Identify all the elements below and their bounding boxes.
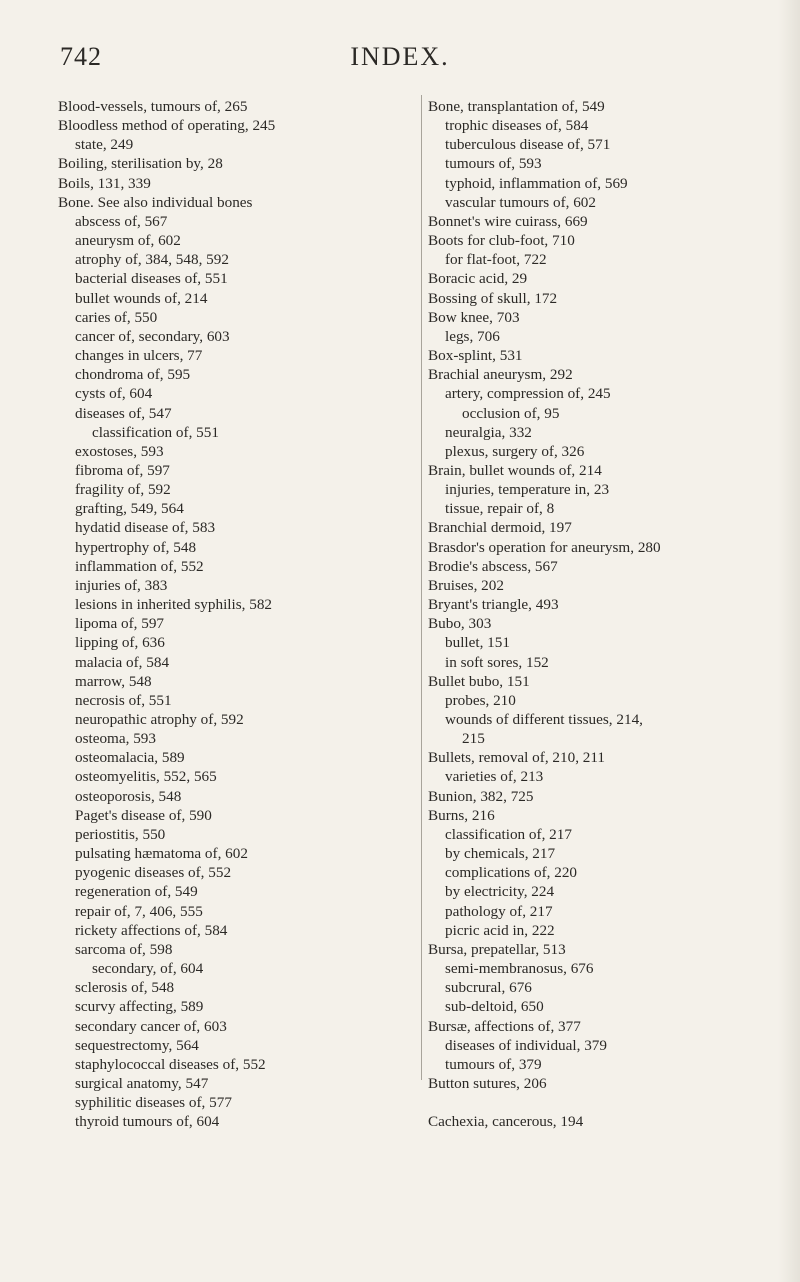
index-entry: by chemicals, 217	[445, 845, 556, 863]
index-entry: osteoporosis, 548	[75, 787, 182, 805]
index-entry: grafting, 549, 564	[75, 500, 184, 518]
index-entry: syphilitic diseases of, 577	[75, 1094, 232, 1112]
index-entry: lipping of, 636	[75, 634, 165, 652]
index-entry: caries of, 550	[75, 308, 158, 326]
index-entry: Bullet bubo, 151	[428, 672, 530, 690]
index-entry: injuries, temperature in, 23	[445, 481, 610, 499]
index-entry: cancer of, secondary, 603	[75, 327, 230, 345]
index-entry: injuries of, 383	[75, 576, 168, 594]
page-number: 742	[60, 42, 102, 71]
index-entry: malacia of, 584	[75, 653, 170, 671]
index-entry: typhoid, inflammation of, 569	[445, 174, 628, 192]
index-entry: occlusion of, 95	[462, 404, 560, 422]
index-entry: Bloodless method of operating, 245	[58, 117, 276, 135]
index-entry: atrophy of, 384, 548, 592	[75, 251, 229, 269]
index-entry: Bursæ, affections of, 377	[428, 1017, 581, 1035]
index-entry: probes, 210	[445, 691, 516, 709]
index-entry: semi-membranosus, 676	[445, 960, 594, 978]
page-header	[0, 42, 800, 82]
index-entry: Bubo, 303	[428, 615, 492, 633]
index-entry: by electricity, 224	[445, 883, 555, 901]
index-entry: sequestrectomy, 564	[75, 1036, 199, 1054]
index-entry: Paget's disease of, 590	[75, 806, 212, 824]
index-entry: Brasdor's operation for aneurysm, 280	[428, 538, 661, 556]
index-entry: Boots for club-foot, 710	[428, 232, 575, 250]
index-entry: Blood-vessels, tumours of, 265	[58, 98, 248, 115]
index-entry: staphylococcal diseases of, 552	[75, 1055, 266, 1073]
index-entry: picric acid in, 222	[445, 921, 555, 939]
index-entry: sarcoma of, 598	[75, 940, 173, 958]
index-entry: chondroma of, 595	[75, 366, 191, 384]
left-entries	[58, 97, 408, 1131]
index-entry: Bunion, 382, 725	[428, 787, 534, 805]
index-entry: tumours of, 593	[445, 155, 542, 173]
index-entry: Bryant's triangle, 493	[428, 596, 559, 614]
index-entry: secondary, of, 604	[92, 960, 204, 978]
index-entry: tuberculous disease of, 571	[445, 136, 611, 154]
column-divider	[421, 95, 422, 1080]
index-entry: marrow, 548	[75, 672, 152, 690]
index-entry: Brachial aneurysm, 292	[428, 366, 573, 384]
index-entry: periostitis, 550	[75, 825, 166, 843]
index-entry: pathology of, 217	[445, 902, 553, 920]
index-entry: sub-deltoid, 650	[445, 998, 544, 1016]
index-entry: Branchial dermoid, 197	[428, 519, 572, 537]
index-entry: in soft sores, 152	[445, 653, 549, 671]
index-entry: aneurysm of, 602	[75, 232, 181, 250]
index-entry: surgical anatomy, 547	[75, 1074, 209, 1092]
index-entry: inflammation of, 552	[75, 557, 204, 575]
index-entry: sclerosis of, 548	[75, 979, 175, 997]
index-entry: Brodie's abscess, 567	[428, 557, 558, 575]
index-entry: classification of, 217	[445, 825, 572, 843]
index-entry: Brain, bullet wounds of, 214	[428, 461, 602, 479]
index-entry: diseases of individual, 379	[445, 1036, 607, 1054]
index-column-left	[58, 97, 408, 1131]
index-entry: osteomalacia, 589	[75, 749, 185, 767]
index-entry: vascular tumours of, 602	[445, 193, 596, 211]
index-entry: abscess of, 567	[75, 212, 168, 230]
index-entry: Bullets, removal of, 210, 211	[428, 749, 606, 767]
index-entry: bullet wounds of, 214	[75, 289, 208, 307]
index-column-right	[426, 97, 776, 1131]
index-entry: Bone. See also individual bones	[58, 193, 253, 211]
index-entry: for flat-foot, 722	[445, 251, 547, 269]
index-entry: Button sutures, 206	[428, 1074, 547, 1092]
index-entry: wounds of different tissues, 214,	[445, 711, 643, 728]
index-entry: thyroid tumours of, 604	[75, 1113, 220, 1131]
index-entry: cysts of, 604	[75, 385, 153, 403]
right-entries	[426, 97, 776, 1131]
index-entry: scurvy affecting, 589	[75, 998, 204, 1016]
index-gap	[428, 1093, 776, 1112]
index-entry: artery, compression of, 245	[445, 385, 611, 403]
index-entry: Cachexia, cancerous, 194	[428, 1113, 584, 1131]
index-entry: exostoses, 593	[75, 442, 164, 460]
index-entry: fragility of, 592	[75, 481, 171, 499]
index-entry: bullet, 151	[445, 634, 510, 652]
index-entry: Box-splint, 531	[428, 347, 523, 365]
index-entry: hydatid disease of, 583	[75, 519, 216, 537]
index-entry: trophic diseases of, 584	[445, 117, 589, 135]
index-entry: complications of, 220	[445, 864, 578, 882]
index-entry: pyogenic diseases of, 552	[75, 864, 232, 882]
index-entry: Bone, transplantation of, 549	[428, 98, 605, 115]
index-entry: Bruises, 202	[428, 576, 504, 594]
index-entry: legs, 706	[445, 327, 500, 345]
index-entry: lesions in inherited syphilis, 582	[75, 596, 273, 614]
index-entry: neuropathic atrophy of, 592	[75, 711, 244, 728]
index-entry: Burns, 216	[428, 806, 495, 824]
index-entry: changes in ulcers, 77	[75, 347, 203, 365]
index-entry: osteomyelitis, 552, 565	[75, 768, 217, 786]
index-entry: necrosis of, 551	[75, 691, 172, 709]
index-entry: diseases of, 547	[75, 404, 172, 422]
index-entry: Bossing of skull, 172	[428, 289, 558, 307]
index-entry: secondary cancer of, 603	[75, 1017, 227, 1035]
index-entry: subcrural, 676	[445, 979, 532, 997]
index-entry: hypertrophy of, 548	[75, 538, 197, 556]
index-entry: plexus, surgery of, 326	[445, 442, 585, 460]
page-edge-shadow	[778, 0, 800, 1282]
index-entry: state, 249	[75, 136, 134, 154]
index-entry: Bonnet's wire cuirass, 669	[428, 212, 588, 230]
index-entry: regeneration of, 549	[75, 883, 198, 901]
index-entry: classification of, 551	[92, 423, 219, 441]
index-entry: neuralgia, 332	[445, 423, 532, 441]
index-entry: pulsating hæmatoma of, 602	[75, 845, 248, 863]
page-title: INDEX.	[350, 42, 450, 71]
index-entry: tissue, repair of, 8	[445, 500, 555, 518]
index-entry: lipoma of, 597	[75, 615, 165, 633]
index-entry: Boiling, sterilisation by, 28	[58, 155, 223, 173]
index-entry: osteoma, 593	[75, 730, 156, 748]
index-entry: Bursa, prepatellar, 513	[428, 940, 566, 958]
index-entry: Boils, 131, 339	[58, 174, 151, 192]
index-entry: bacterial diseases of, 551	[75, 270, 228, 288]
index-entry: rickety affections of, 584	[75, 921, 228, 939]
index-entry: Boracic acid, 29	[428, 270, 528, 288]
index-entry: tumours of, 379	[445, 1055, 542, 1073]
index-entry: fibroma of, 597	[75, 461, 170, 479]
index-entry: repair of, 7, 406, 555	[75, 902, 203, 920]
index-entry: 215	[462, 730, 485, 748]
index-entry: varieties of, 213	[445, 768, 544, 786]
index-entry: Bow knee, 703	[428, 308, 520, 326]
